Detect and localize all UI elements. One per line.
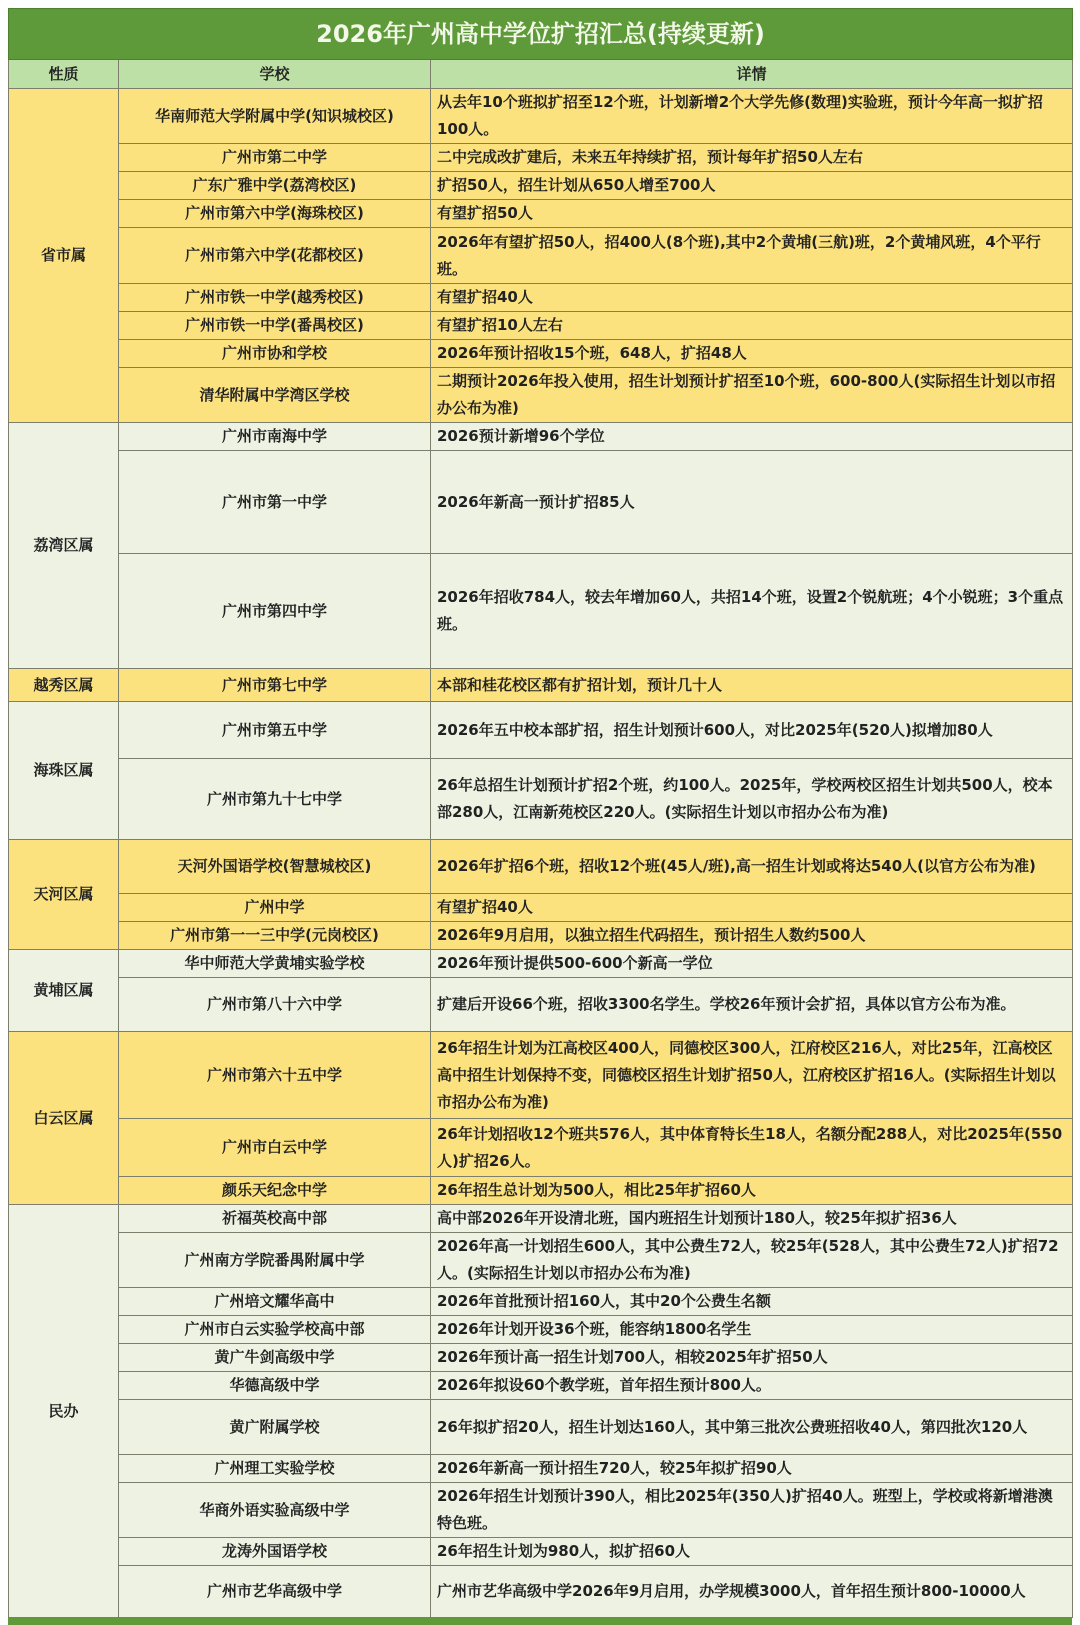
detail-cell: 2026年拟设60个教学班，首年招生预计800人。	[431, 1372, 1073, 1400]
school-cell: 广州市白云实验学校高中部	[119, 1316, 431, 1344]
school-cell: 广州市第二中学	[119, 144, 431, 172]
school-cell: 祈福英校高中部	[119, 1205, 431, 1233]
school-cell: 广州市铁一中学(番禺校区)	[119, 312, 431, 340]
detail-cell: 广州市艺华高级中学2026年9月启用，办学规模3000人，首年招生预计800-10000人	[431, 1566, 1073, 1618]
detail-cell: 2026年扩招6个班，招收12个班(45人/班),高一招生计划或将达540人(以官方公布为准)	[431, 840, 1073, 894]
detail-cell: 2026预计新增96个学位	[431, 423, 1073, 451]
table-row	[9, 894, 1073, 922]
school-cell: 广州市南海中学	[119, 423, 431, 451]
expansion-summary-table	[8, 8, 1073, 1618]
detail-cell: 26年拟扩招20人，招生计划达160人，其中第三批次公费班招收40人，第四批次120人	[431, 1400, 1073, 1455]
table-row	[9, 1372, 1073, 1400]
table-row	[9, 312, 1073, 340]
category-cell: 省市属	[9, 89, 119, 423]
table-row	[9, 340, 1073, 368]
detail-cell: 2026年预计高一招生计划700人，相较2025年扩招50人	[431, 1344, 1073, 1372]
school-cell: 华南师范大学附属中学(知识城校区)	[119, 89, 431, 144]
category-cell: 荔湾区属	[9, 423, 119, 669]
table-row	[9, 451, 1073, 554]
school-cell: 广州市第七中学	[119, 669, 431, 702]
table-row	[9, 1566, 1073, 1618]
detail-cell: 有望扩招40人	[431, 894, 1073, 922]
table-row	[9, 922, 1073, 950]
table-row	[9, 950, 1073, 978]
footer-bar	[8, 1618, 1072, 1625]
detail-cell: 2026年预计提供500-600个新高一学位	[431, 950, 1073, 978]
school-cell: 广州培文耀华高中	[119, 1288, 431, 1316]
school-cell: 广州市白云中学	[119, 1119, 431, 1177]
detail-cell: 2026年新高一预计招生720人，较25年拟扩招90人	[431, 1455, 1073, 1483]
table-row	[9, 1344, 1073, 1372]
detail-cell: 本部和桂花校区都有扩招计划，预计几十人	[431, 669, 1073, 702]
header-detail: 详情	[431, 60, 1073, 89]
detail-cell: 2026年高一计划招生600人，其中公费生72人，较25年(528人，其中公费生72人)扩招72人。(实际招生计划以市招办公布为准)	[431, 1233, 1073, 1288]
expansion-summary-table-container	[8, 0, 1072, 1625]
school-cell: 华德高级中学	[119, 1372, 431, 1400]
category-cell: 海珠区属	[9, 702, 119, 840]
school-cell: 颜乐天纪念中学	[119, 1177, 431, 1205]
school-cell: 华中师范大学黄埔实验学校	[119, 950, 431, 978]
table-row	[9, 172, 1073, 200]
table-row	[9, 1205, 1073, 1233]
table-row	[9, 1400, 1073, 1455]
school-cell: 广州市第八十六中学	[119, 978, 431, 1032]
table-row	[9, 200, 1073, 228]
category-cell: 黄埔区属	[9, 950, 119, 1032]
school-cell: 天河外国语学校(智慧城校区)	[119, 840, 431, 894]
header-category: 性质	[9, 60, 119, 89]
school-cell: 华商外语实验高级中学	[119, 1483, 431, 1538]
school-cell: 广州南方学院番禺附属中学	[119, 1233, 431, 1288]
school-cell: 黄广附属学校	[119, 1400, 431, 1455]
category-cell: 白云区属	[9, 1032, 119, 1205]
school-cell: 广州市第一中学	[119, 451, 431, 554]
category-cell: 民办	[9, 1205, 119, 1618]
detail-cell: 2026年首批预计招160人，其中20个公费生名额	[431, 1288, 1073, 1316]
table-row	[9, 1119, 1073, 1177]
school-cell: 广州市协和学校	[119, 340, 431, 368]
detail-cell: 2026年新高一预计扩招85人	[431, 451, 1073, 554]
school-cell: 清华附属中学湾区学校	[119, 368, 431, 423]
table-row	[9, 423, 1073, 451]
table-row	[9, 840, 1073, 894]
table-row	[9, 759, 1073, 840]
detail-cell: 2026年招收784人，较去年增加60人，共招14个班，设置2个锐航班；4个小锐班；3个重点班。	[431, 554, 1073, 669]
detail-cell: 26年总招生计划预计扩招2个班，约100人。2025年，学校两校区招生计划共500人，校本部280人，江南新苑校区220人。(实际招生计划以市招办公布为准)	[431, 759, 1073, 840]
detail-cell: 扩招50人，招生计划从650人增至700人	[431, 172, 1073, 200]
school-cell: 黄广牛剑高级中学	[119, 1344, 431, 1372]
detail-cell: 2026年预计招收15个班，648人，扩招48人	[431, 340, 1073, 368]
detail-cell: 26年招生总计划为500人，相比25年扩招60人	[431, 1177, 1073, 1205]
table-row	[9, 1455, 1073, 1483]
detail-cell: 2026年招生计划预计390人，相比2025年(350人)扩招40人。班型上，学校或将新增港澳特色班。	[431, 1483, 1073, 1538]
category-cell: 越秀区属	[9, 669, 119, 702]
table-row	[9, 1032, 1073, 1119]
table-row	[9, 89, 1073, 144]
table-row	[9, 1177, 1073, 1205]
category-cell: 天河区属	[9, 840, 119, 950]
table-row	[9, 228, 1073, 284]
table-row	[9, 669, 1073, 702]
table-row	[9, 368, 1073, 423]
detail-cell: 2026年有望扩招50人，招400人(8个班),其中2个黄埔(三航)班，2个黄埔风班，4个平行班。	[431, 228, 1073, 284]
table-row	[9, 1316, 1073, 1344]
school-cell: 广州市第五中学	[119, 702, 431, 759]
table-row	[9, 1483, 1073, 1538]
table-row	[9, 702, 1073, 759]
school-cell: 广州市第四中学	[119, 554, 431, 669]
detail-cell: 26年招生计划为江高校区400人，同德校区300人，江府校区216人，对比25年，江高校区高中招生计划保持不变，同德校区招生计划扩招50人，江府校区扩招16人。(实际招生计划以市招办公布为准)	[431, 1032, 1073, 1119]
detail-cell: 有望扩招40人	[431, 284, 1073, 312]
school-cell: 广州市第九十七中学	[119, 759, 431, 840]
school-cell: 广州市第六中学(海珠校区)	[119, 200, 431, 228]
header-school: 学校	[119, 60, 431, 89]
table-row	[9, 1538, 1073, 1566]
table-row	[9, 978, 1073, 1032]
detail-cell: 从去年10个班拟扩招至12个班，计划新增2个大学先修(数理)实验班，预计今年高一拟扩招100人。	[431, 89, 1073, 144]
detail-cell: 扩建后开设66个班，招收3300名学生。学校26年预计会扩招，具体以官方公布为准。	[431, 978, 1073, 1032]
school-cell: 广州市第六中学(花都校区)	[119, 228, 431, 284]
school-cell: 广东广雅中学(荔湾校区)	[119, 172, 431, 200]
school-cell: 广州市第六十五中学	[119, 1032, 431, 1119]
detail-cell: 2026年计划开设36个班，能容纳1800名学生	[431, 1316, 1073, 1344]
school-cell: 龙涛外国语学校	[119, 1538, 431, 1566]
detail-cell: 二中完成改扩建后，未来五年持续扩招，预计每年扩招50人左右	[431, 144, 1073, 172]
detail-cell: 二期预计2026年投入使用，招生计划预计扩招至10个班，600-800人(实际招生计划以市招办公布为准)	[431, 368, 1073, 423]
detail-cell: 高中部2026年开设清北班，国内班招生计划预计180人，较25年拟扩招36人	[431, 1205, 1073, 1233]
table-row	[9, 1233, 1073, 1288]
detail-cell: 2026年9月启用，以独立招生代码招生，预计招生人数约500人	[431, 922, 1073, 950]
table-body	[9, 89, 1073, 1618]
detail-cell: 26年招生计划为980人，拟扩招60人	[431, 1538, 1073, 1566]
school-cell: 广州中学	[119, 894, 431, 922]
school-cell: 广州市铁一中学(越秀校区)	[119, 284, 431, 312]
detail-cell: 2026年五中校本部扩招，招生计划预计600人，对比2025年(520人)拟增加80人	[431, 702, 1073, 759]
school-cell: 广州理工实验学校	[119, 1455, 431, 1483]
school-cell: 广州市艺华高级中学	[119, 1566, 431, 1618]
table-title: 2026年广州高中学位扩招汇总(持续更新)	[9, 9, 1073, 60]
school-cell: 广州市第一一三中学(元岗校区)	[119, 922, 431, 950]
table-row	[9, 554, 1073, 669]
table-row	[9, 144, 1073, 172]
detail-cell: 有望扩招10人左右	[431, 312, 1073, 340]
table-row	[9, 284, 1073, 312]
detail-cell: 有望扩招50人	[431, 200, 1073, 228]
detail-cell: 26年计划招收12个班共576人，其中体育特长生18人，名额分配288人，对比2025年(550人)扩招26人。	[431, 1119, 1073, 1177]
table-row	[9, 1288, 1073, 1316]
